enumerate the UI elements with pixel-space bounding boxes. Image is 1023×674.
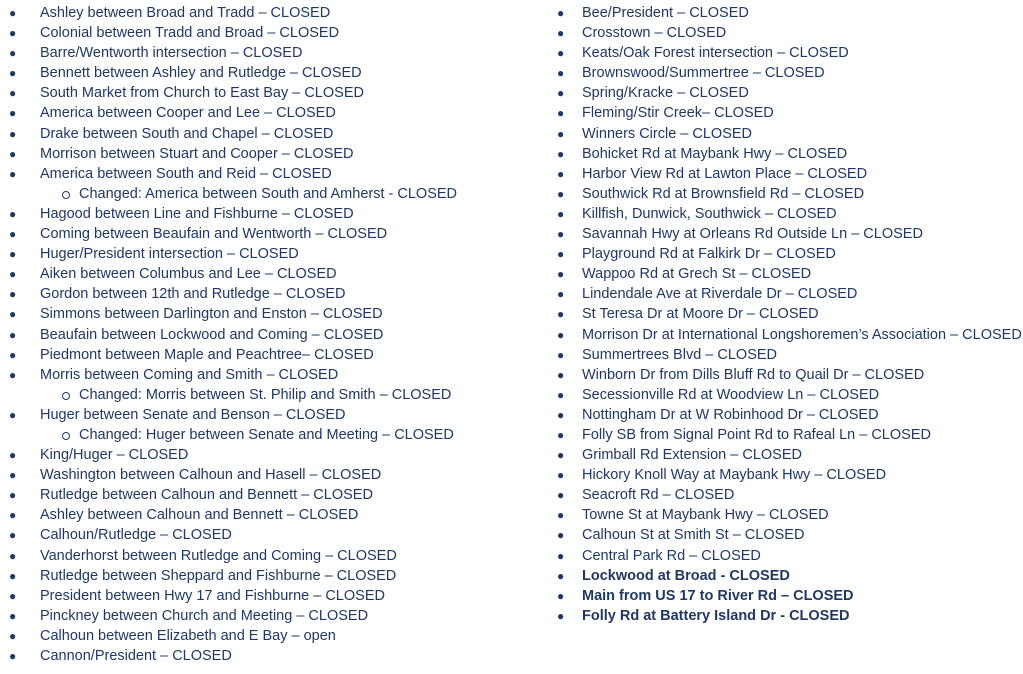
list-item xyxy=(0,405,545,425)
bullet-icon: ● xyxy=(557,568,565,583)
list-item-text: Spring/Kracke – CLOSED xyxy=(582,85,749,102)
list-item-text: Piedmont between Maple and Peachtree– CLOSED xyxy=(40,346,374,363)
list-item xyxy=(0,566,545,586)
bullet-icon: ● xyxy=(557,508,565,523)
list-item xyxy=(0,244,545,264)
list-item xyxy=(555,445,1023,465)
bullet-icon: ● xyxy=(9,649,17,663)
list-item xyxy=(555,144,1023,164)
list-item xyxy=(555,606,1023,626)
bullet-icon: ● xyxy=(557,528,565,543)
bullet-icon: ● xyxy=(557,26,565,41)
list-item-text: Beaufain between Lockwood and Coming – CLOSED xyxy=(40,326,384,343)
list-item-text: Rutledge between Sheppard and Fishburne – CLOSED xyxy=(40,567,397,584)
bullet-icon: ● xyxy=(557,427,565,442)
list-item xyxy=(555,425,1023,445)
bullet-icon: ● xyxy=(9,327,17,342)
list-item-text: Bennett between Ashley and Rutledge – CLOSED xyxy=(40,65,362,82)
list-item xyxy=(555,23,1023,43)
list-item-text: Bee/President – CLOSED xyxy=(582,5,749,21)
list-item-text: Fleming/Stir Creek– CLOSED xyxy=(582,105,774,122)
list-item-text: Secessionville Rd at Woodview Ln – CLOSED xyxy=(582,386,880,403)
circle-bullet-icon xyxy=(62,191,70,199)
bullet-icon: ● xyxy=(557,206,565,221)
list-item xyxy=(0,23,545,43)
list-item xyxy=(555,43,1023,63)
list-item xyxy=(0,646,545,666)
list-item-text: Calhoun St at Smith St – CLOSED xyxy=(582,527,805,544)
list-item xyxy=(0,83,545,103)
bullet-icon: ● xyxy=(557,6,565,20)
list-item xyxy=(555,505,1023,525)
list-item-text: St Teresa Dr at Moore Dr – CLOSED xyxy=(582,306,819,323)
list-item-text: Central Park Rd – CLOSED xyxy=(582,547,761,564)
bullet-icon: ● xyxy=(9,66,17,81)
list-item xyxy=(0,124,545,144)
list-item-text: Barre/Wentworth intersection – CLOSED xyxy=(40,45,303,62)
list-item-text: Morrison Dr at International Longshoremen’s Association – CLOSED xyxy=(582,326,1022,343)
list-item-text: Crosstown – CLOSED xyxy=(582,25,727,42)
list-item-text: Drake between South and Chapel – CLOSED xyxy=(40,125,334,142)
list-item xyxy=(0,365,545,385)
list-item-text: Calhoun between Elizabeth and E Bay – open xyxy=(40,627,336,644)
list-item-text: Ashley between Broad and Tradd – CLOSED xyxy=(40,5,331,21)
list-item xyxy=(0,525,545,545)
list-item-text: America between South and Reid – CLOSED xyxy=(40,165,332,182)
list-item xyxy=(555,525,1023,545)
list-item xyxy=(0,43,545,63)
list-item-text: Coming between Beaufain and Wentworth – CLOSED xyxy=(40,226,388,243)
list-item xyxy=(0,224,545,244)
bullet-icon: ● xyxy=(557,387,565,402)
bullet-icon: ● xyxy=(557,307,565,322)
list-item-text: Nottingham Dr at W Robinhood Dr – CLOSED xyxy=(582,406,879,423)
bullet-icon: ● xyxy=(9,106,17,121)
list-item-text: Lindendale Ave at Riverdale Dr – CLOSED xyxy=(582,286,858,303)
list-item xyxy=(555,3,1023,23)
list-item-text: Southwick Rd at Brownsfield Rd – CLOSED xyxy=(582,185,865,202)
list-item xyxy=(555,244,1023,264)
list-item-text: Winners Circle – CLOSED xyxy=(582,125,753,142)
list-item xyxy=(0,626,545,646)
list-item xyxy=(555,224,1023,244)
list-item-text: Harbor View Rd at Lawton Place – CLOSED xyxy=(582,165,868,182)
list-item xyxy=(0,144,545,164)
list-item-text: Summertrees Blvd – CLOSED xyxy=(582,346,778,363)
right-column-list xyxy=(555,3,1023,626)
circle-bullet-icon xyxy=(62,392,70,400)
list-item-text: Towne St at Maybank Hwy – CLOSED xyxy=(582,507,829,524)
list-item-text: Aiken between Columbus and Lee – CLOSED xyxy=(40,266,337,283)
bullet-icon: ● xyxy=(557,146,565,161)
list-item xyxy=(555,184,1023,204)
list-item-text: Seacroft Rd – CLOSED xyxy=(582,487,735,504)
list-item-text: Folly Rd at Battery Island Dr - CLOSED xyxy=(582,607,850,624)
bullet-icon: ● xyxy=(9,126,17,141)
list-item-text: King/Huger – CLOSED xyxy=(40,447,189,464)
left-column-list xyxy=(0,3,545,666)
list-item-text: Morrison between Stuart and Cooper – CLOSED xyxy=(40,145,354,162)
bullet-icon: ● xyxy=(9,146,17,161)
list-item xyxy=(0,164,545,184)
list-item xyxy=(555,103,1023,123)
list-item-text: Huger/President intersection – CLOSED xyxy=(40,246,299,263)
list-item-text: Wappoo Rd at Grech St – CLOSED xyxy=(582,266,812,283)
list-item xyxy=(0,606,545,626)
list-item-text: Folly SB from Signal Point Rd to Rafeal Ln – CLOSED xyxy=(582,426,931,443)
list-item-text: Huger between Senate and Benson – CLOSED xyxy=(40,406,346,423)
list-item xyxy=(555,83,1023,103)
list-item xyxy=(555,284,1023,304)
list-item xyxy=(555,465,1023,485)
list-item-text: Main from US 17 to River Rd – CLOSED xyxy=(582,587,854,604)
list-item xyxy=(555,164,1023,184)
bullet-icon: ● xyxy=(557,106,565,121)
bullet-icon: ● xyxy=(9,206,17,221)
bullet-icon: ● xyxy=(9,86,17,101)
list-item xyxy=(555,405,1023,425)
bullet-icon: ● xyxy=(557,126,565,141)
list-item-text: Morris between Coming and Smith – CLOSED xyxy=(40,366,339,383)
list-item xyxy=(555,63,1023,83)
bullet-icon: ● xyxy=(9,548,17,563)
sub-list-item xyxy=(0,425,545,445)
list-item-text: Bohicket Rd at Maybank Hwy – CLOSED xyxy=(582,145,848,162)
list-item xyxy=(0,204,545,224)
bullet-icon: ● xyxy=(9,588,17,603)
bullet-icon: ● xyxy=(557,407,565,422)
list-item-text: Ashley between Calhoun and Bennett – CLOSED xyxy=(40,507,359,524)
list-item-text: Rutledge between Calhoun and Bennett – CLOSED xyxy=(40,487,373,504)
sub-list-item xyxy=(0,385,545,405)
list-item-text: Winborn Dr from Dills Bluff Rd to Quail Dr – CLOSED xyxy=(582,366,925,383)
list-item xyxy=(0,264,545,284)
list-item-text: Gordon between 12th and Rutledge – CLOSED xyxy=(40,286,346,303)
bullet-icon: ● xyxy=(557,367,565,382)
bullet-icon: ● xyxy=(9,628,17,643)
bullet-icon: ● xyxy=(9,6,17,20)
list-item-text: Changed: Morris between St. Philip and Smith – CLOSED xyxy=(79,386,452,403)
list-item xyxy=(555,304,1023,324)
bullet-icon: ● xyxy=(557,247,565,262)
bullet-icon: ● xyxy=(557,608,565,623)
list-item-text: Calhoun/Rutledge – CLOSED xyxy=(40,527,232,544)
bullet-icon: ● xyxy=(9,468,17,483)
list-item xyxy=(0,345,545,365)
list-item xyxy=(555,365,1023,385)
bullet-icon: ● xyxy=(9,488,17,503)
list-item xyxy=(0,63,545,83)
list-item-text: Simmons between Darlington and Enston – CLOSED xyxy=(40,306,383,323)
list-item-text: Killfish, Dunwick, Southwick – CLOSED xyxy=(582,205,837,222)
bullet-icon: ● xyxy=(9,247,17,262)
list-item xyxy=(555,485,1023,505)
list-item xyxy=(0,546,545,566)
bullet-icon: ● xyxy=(9,367,17,382)
list-item-text: Hagood between Line and Fishburne – CLOSED xyxy=(40,205,354,222)
bullet-icon: ● xyxy=(557,468,565,483)
list-item-text: America between Cooper and Lee – CLOSED xyxy=(40,105,336,122)
list-item xyxy=(555,586,1023,606)
list-item-text: Washington between Calhoun and Hasell – CLOSED xyxy=(40,467,382,484)
list-item xyxy=(555,385,1023,405)
list-item xyxy=(555,264,1023,284)
list-item xyxy=(0,325,545,345)
bullet-icon: ● xyxy=(557,488,565,503)
list-item-text: Colonial between Tradd and Broad – CLOSED xyxy=(40,25,340,42)
bullet-icon: ● xyxy=(9,508,17,523)
list-item xyxy=(0,586,545,606)
list-item xyxy=(0,465,545,485)
bullet-icon: ● xyxy=(557,166,565,181)
list-item-text: Changed: America between South and Amherst - CLOSED xyxy=(79,185,458,202)
list-item-text: Changed: Huger between Senate and Meeting – CLOSED xyxy=(79,426,454,443)
sub-list-item xyxy=(0,184,545,204)
list-item-text: Playground Rd at Falkirk Dr – CLOSED xyxy=(582,246,836,263)
list-item-text: Brownswood/Summertree – CLOSED xyxy=(582,65,825,82)
circle-bullet-icon xyxy=(62,432,70,440)
bullet-icon: ● xyxy=(9,46,17,61)
list-item-text: Pinckney between Church and Meeting – CLOSED xyxy=(40,607,369,624)
bullet-icon: ● xyxy=(557,186,565,201)
list-item-text: Lockwood at Broad - CLOSED xyxy=(582,567,790,584)
list-item xyxy=(0,284,545,304)
list-item xyxy=(0,103,545,123)
bullet-icon: ● xyxy=(557,287,565,302)
list-item xyxy=(555,566,1023,586)
list-item xyxy=(0,304,545,324)
bullet-icon: ● xyxy=(557,448,565,463)
bullet-icon: ● xyxy=(9,26,17,41)
bullet-icon: ● xyxy=(557,548,565,563)
list-item xyxy=(0,3,545,23)
list-item-text: South Market from Church to East Bay – CLOSED xyxy=(40,85,364,102)
list-item xyxy=(0,505,545,525)
bullet-icon: ● xyxy=(9,227,17,242)
bullet-icon: ● xyxy=(9,287,17,302)
list-item-text: Savannah Hwy at Orleans Rd Outside Ln – CLOSED xyxy=(582,226,923,243)
list-item xyxy=(555,345,1023,365)
bullet-icon: ● xyxy=(9,166,17,181)
bullet-icon: ● xyxy=(557,227,565,242)
bullet-icon: ● xyxy=(557,86,565,101)
list-item xyxy=(0,445,545,465)
bullet-icon: ● xyxy=(557,267,565,282)
bullet-icon: ● xyxy=(9,568,17,583)
list-item xyxy=(555,546,1023,566)
bullet-icon: ● xyxy=(9,347,17,362)
bullet-icon: ● xyxy=(9,528,17,543)
bullet-icon: ● xyxy=(557,347,565,362)
bullet-icon: ● xyxy=(9,307,17,322)
bullet-icon: ● xyxy=(9,448,17,463)
list-item-text: Grimball Rd Extension – CLOSED xyxy=(582,447,802,464)
list-item-text: Cannon/President – CLOSED xyxy=(40,648,232,664)
bullet-icon: ● xyxy=(557,327,565,342)
list-item-text: Hickory Knoll Way at Maybank Hwy – CLOSED xyxy=(582,467,887,484)
bullet-icon: ● xyxy=(9,608,17,623)
list-item-text: President between Hwy 17 and Fishburne – CLOSED xyxy=(40,587,385,604)
list-item-text: Vanderhorst between Rutledge and Coming – CLOSED xyxy=(40,547,397,564)
bullet-icon: ● xyxy=(557,46,565,61)
bullet-icon: ● xyxy=(557,66,565,81)
list-item xyxy=(555,325,1023,345)
list-item xyxy=(555,204,1023,224)
bullet-icon: ● xyxy=(557,588,565,603)
list-item xyxy=(0,485,545,505)
bullet-icon: ● xyxy=(9,407,17,422)
list-item xyxy=(555,124,1023,144)
list-item-text: Keats/Oak Forest intersection – CLOSED xyxy=(582,45,849,62)
bullet-icon: ● xyxy=(9,267,17,282)
